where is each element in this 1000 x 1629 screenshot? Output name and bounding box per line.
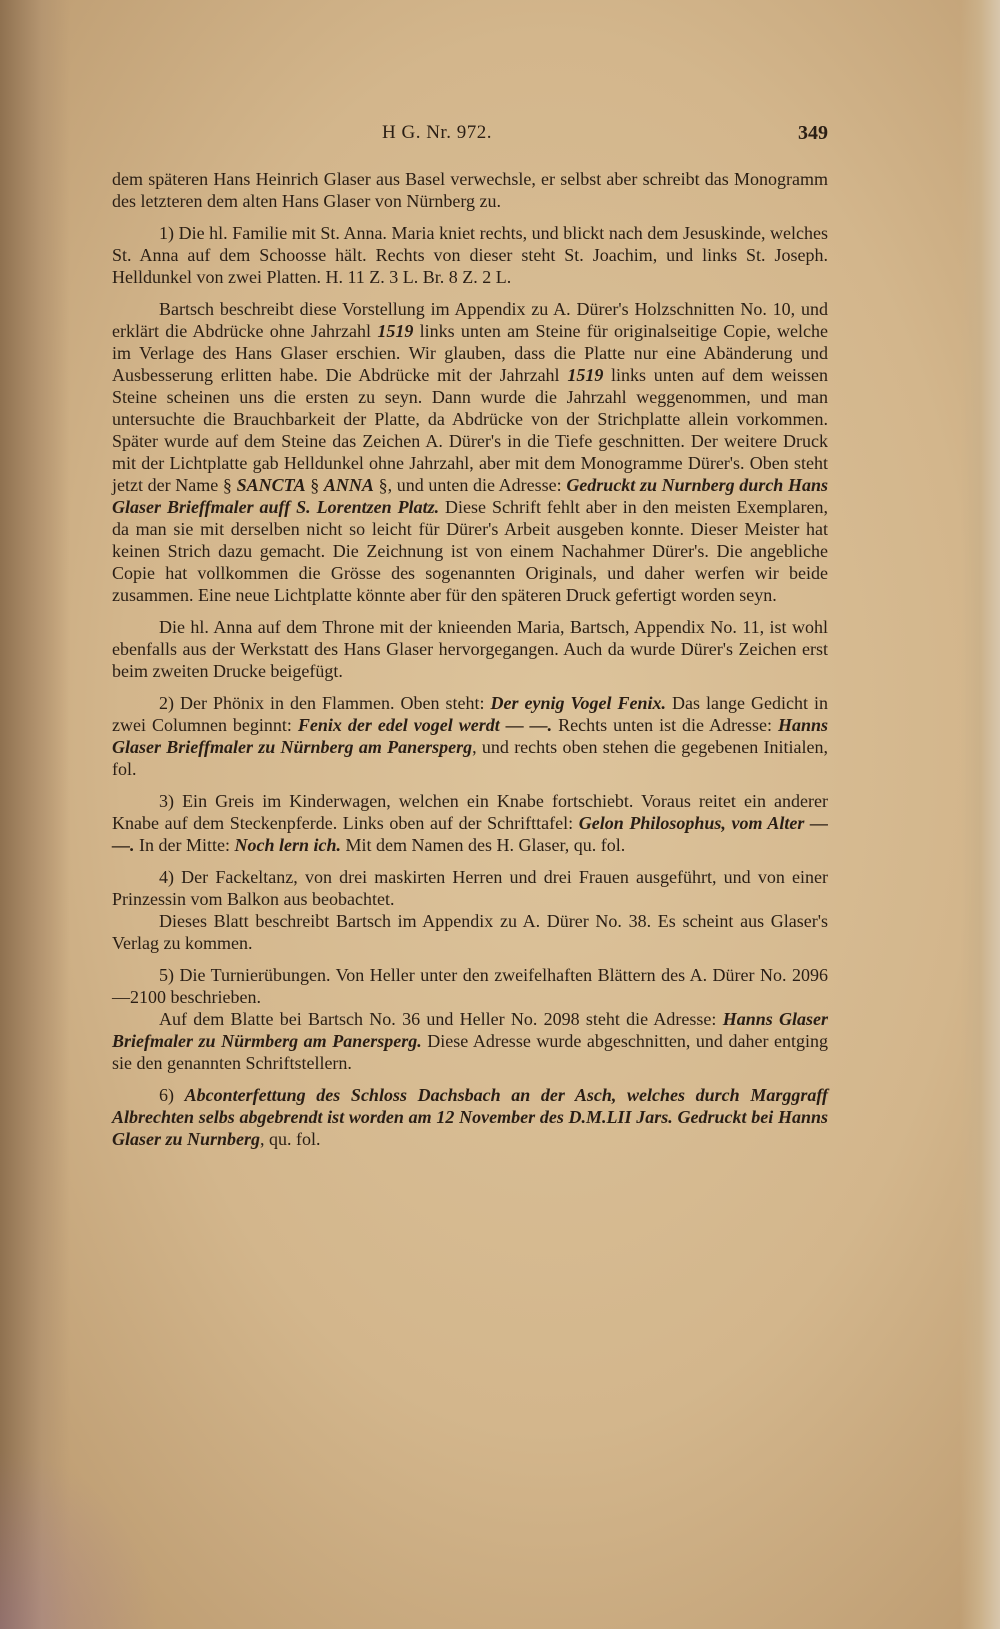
paragraph-item-4-note: Dieses Blatt beschreibt Bartsch im Appendix zu A. Dürer No. 38. Es scheint aus Glaser's Verlag zu kommen. bbox=[112, 911, 828, 953]
text-run: links unten am Steine für originalseitige Copie, welche im Verlage des Hans Glaser erschien. Wir glauben, dass die Platte nur eine Abänderung und Ausbesserung erlitten habe. Die Abdrücke mit der Jahrzahl bbox=[112, 321, 829, 385]
page-number: 349 bbox=[798, 122, 828, 144]
paragraph-continuation: dem späteren Hans Heinrich Glaser aus Basel verwechsle, er selbst aber schreibt das Monogramm des letzteren dem alten Hans Glaser von Nürnberg zu. bbox=[112, 169, 828, 211]
text-run: §, und unten die Adresse: bbox=[373, 475, 567, 495]
italic-quote: Fenix der edel vogel werdt — —. bbox=[297, 715, 553, 735]
italic-name: ANNA bbox=[323, 475, 374, 495]
italic-year: 1519 bbox=[377, 321, 414, 341]
text-run: In der Mitte: bbox=[134, 835, 235, 855]
text-run: Mit dem Namen des H. Glaser, qu. fol. bbox=[341, 835, 626, 855]
paragraph-bartsch-note bbox=[112, 298, 828, 606]
italic-quote: Noch lern ich. bbox=[234, 835, 341, 855]
text-run: , und rechts oben stehen die gegebenen Initialen, fol. bbox=[112, 737, 828, 779]
paragraph-item-4: 4) Der Fackeltanz, von drei maskirten Herren und drei Frauen ausgeführt, und von einer Prinzessin vom Balkon aus beobachtet. bbox=[112, 867, 828, 909]
running-head: H G. Nr. 972. bbox=[382, 122, 492, 143]
paragraph-item-2 bbox=[112, 692, 828, 780]
italic-title: Abconterfettung des Schloss Dachsbach an der Asch, welches durch Marggraff Albrechten selbs abgebrendt ist worden am 12 November des D.M.LII Jars. Gedruckt bei Hanns Glaser zu Nurnberg bbox=[112, 1085, 828, 1149]
italic-year: 1519 bbox=[567, 365, 604, 385]
italic-address: Hanns Glaser Briefmaler zu Nürmberg am Panersperg. bbox=[112, 1009, 828, 1051]
italic-quote: Gelon Philosophus, vom Alter — —. bbox=[112, 813, 828, 855]
paragraph-item-3 bbox=[112, 790, 828, 856]
page-header bbox=[112, 120, 828, 150]
text-run: 3) Ein Greis im Kinderwagen, welchen ein Knabe fortschiebt. Voraus reitet ein anderer Knabe auf dem Steckenpferde. Links oben auf der Schrifttafel: bbox=[112, 791, 828, 833]
paragraph-item-6 bbox=[112, 1084, 828, 1150]
text-run: links unten auf dem weissen Steine scheinen uns die ersten zu seyn. Dann wurde die Jahrzahl weggenommen, und man untersuchte die Brauchbarkeit der Platte, da Abdrücke von der Strichplatte allein vorkommen. Später wurde auf dem Steine das Zeichen A. Dürer's in die Tiefe geschnitten. Der weitere Druck mit der Lichtplatte gab Helldunkel ohne Jahrzahl, aber mit dem Monogramme Dürer's. Oben steht jetzt der Name § bbox=[112, 365, 828, 495]
italic-quote: Der eynig Vogel Fenix. bbox=[490, 693, 667, 713]
paragraph-anna-throne: Die hl. Anna auf dem Throne mit der knieenden Maria, Bartsch, Appendix No. 11, ist wohl ebenfalls aus der Werkstatt des Hans Glaser hervorgegangen. Auch da wurde Dürer's Zeichen erst beim zweiten Drucke beigefügt. bbox=[112, 617, 828, 681]
text-run: Diese Schrift fehlt aber in den meisten Exemplaren, da man sie mit derselben nicht so leicht für Dürer's Arbeit ausgeben konnte. Dieser Meister hat keinen Strich dazu gemacht. Die Zeichnung ist von einem Nachahmer Dürer's. Die angebliche Copie hat vollkommen die Grösse des sogenannten Originals, und daher werfen wir beide zusammen. Eine neue Lichtplatte könnte aber für den späteren Druck gefertigt worden seyn. bbox=[112, 497, 828, 605]
paragraph-item-1: 1) Die hl. Familie mit St. Anna. Maria kniet rechts, und blickt nach dem Jesuskinde, welches St. Anna auf dem Schoosse hält. Rechts von dieser steht St. Joachim, und links St. Joseph. Helldunkel von zwei Platten. H. 11 Z. 3 L. Br. 8 Z. 2 L. bbox=[112, 223, 828, 287]
paragraph-item-5-note bbox=[112, 1008, 828, 1074]
paper-stain bbox=[0, 1449, 160, 1629]
text-run: § bbox=[305, 475, 324, 495]
page-edge-right bbox=[960, 0, 1000, 1629]
body-text bbox=[112, 168, 828, 1150]
italic-address: Hanns Glaser Brieffmaler zu Nürnberg am Panersperg bbox=[112, 715, 829, 757]
italic-name: SANCTA bbox=[236, 475, 306, 495]
text-run: 2) Der Phönix in den Flammen. Oben steht: bbox=[159, 693, 491, 713]
text-run: Bartsch beschreibt diese Vorstellung im Appendix zu A. Dürer's Holzschnitten No. 10, und erklärt die Abdrücke ohne Jahrzahl bbox=[112, 299, 828, 341]
paragraph-item-5: 5) Die Turnierübungen. Von Heller unter den zweifelhaften Blättern des A. Dürer No. 2096—2100 beschrieben. bbox=[112, 965, 828, 1007]
text-run: 6) bbox=[159, 1085, 185, 1105]
italic-address: Gedruckt zu Nurnberg durch Hans Glaser Brieffmaler auff S. Lorentzen Platz. bbox=[112, 475, 828, 517]
text-run: , qu. fol. bbox=[260, 1129, 321, 1149]
page-shadow-left bbox=[0, 0, 70, 1629]
text-run: Diese Adresse wurde abgeschnitten, und daher entging sie den genannten Schriftstellern. bbox=[112, 1031, 828, 1073]
text-run: Auf dem Blatte bei Bartsch No. 36 und Heller No. 2098 steht die Adresse: bbox=[159, 1009, 723, 1029]
text-run: Das lange Gedicht in zwei Columnen beginnt: bbox=[112, 693, 828, 735]
text-run: Rechts unten ist die Adresse: bbox=[552, 715, 778, 735]
